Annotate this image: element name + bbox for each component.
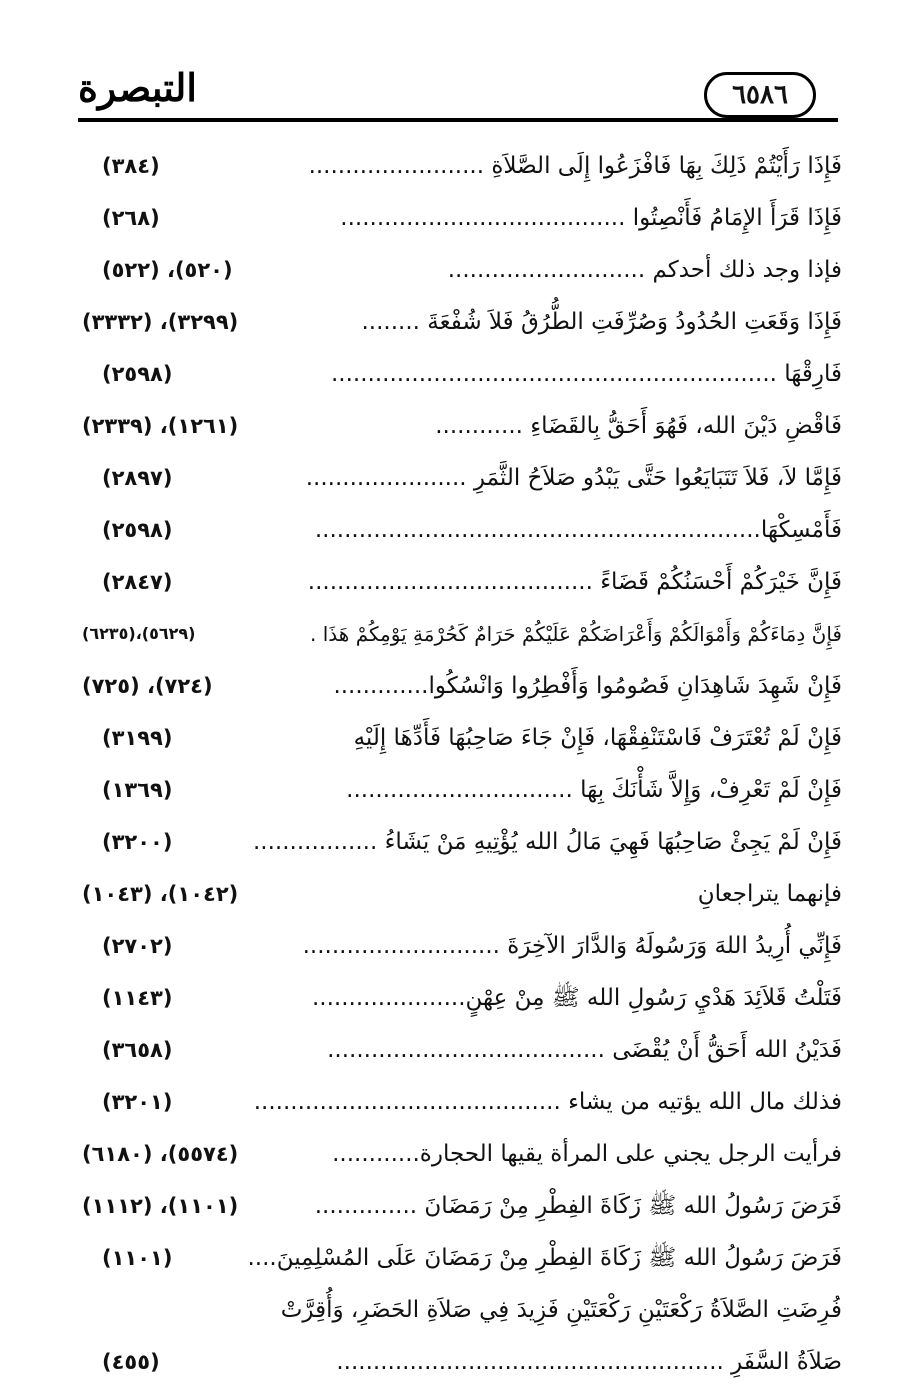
index-entry <box>78 816 842 868</box>
entry-refs: (٧٢٤)، (٧٢٥) <box>82 674 213 698</box>
index-entry <box>78 348 842 400</box>
entry-refs: (١١٠١)، (١١١٢) <box>82 1194 239 1218</box>
page-number-badge: ٦٥٨٦ <box>704 72 816 118</box>
entry-text: فَأَمْسِكْهَا............................................................. <box>314 517 842 543</box>
index-entry <box>78 1336 842 1388</box>
entry-text: فَإِنَّ دِمَاءَكُمْ وَأَمْوَالَكُمْ وَأَعْرَاضَكُمْ عَلَيْكُمْ حَرَامٌ كَحُرْمَةِ يَوْمِكُمْ هَذَا . <box>310 622 842 646</box>
entry-text: فَتَلْتُ قَلاَئِدَ هَدْيِ رَسُولِ الله ﷺ مِنْ عِهْنٍ..................... <box>312 985 842 1011</box>
entry-refs: (٥٥٧٤)، (٦١٨٠) <box>82 1142 239 1166</box>
entry-text: فَإِذَا وَقَعَتِ الحُدُودُ وَصُرِّفَتِ الطُّرُقُ فَلاَ شُفْعَةَ ........ <box>361 309 842 335</box>
book-title: التبصرة <box>78 65 197 110</box>
entry-refs: (٢٨٤٧) <box>102 570 173 594</box>
entry-text: فَإِنْ لَمْ يَجِئْ صَاحِبُهَا فَهِيَ مَالُ الله يُؤْتِيهِ مَنْ يَشَاءُ ................. <box>252 829 842 855</box>
entry-refs: (٣٢٠٠) <box>102 830 173 854</box>
entry-refs: (٣٢٩٩)، (٣٣٣٢) <box>82 310 239 334</box>
index-entry <box>78 556 842 608</box>
entry-refs: (٣٢٠١) <box>102 1090 173 1114</box>
entry-text: فَدَيْنُ الله أَحَقُّ أَنْ يُقْضَى ...................................... <box>327 1037 842 1063</box>
entry-text: صَلاَةُ السَّفَرِ ..................................................... <box>336 1349 842 1375</box>
index-entry <box>78 400 842 452</box>
entry-text: فرأيت الرجل يجني على المرأة يقيها الحجارة............ <box>332 1141 842 1167</box>
entry-refs: (٢٥٩٨) <box>102 518 173 542</box>
entry-refs: (٣١٩٩) <box>102 726 173 750</box>
index-entry <box>78 192 842 244</box>
index-entry <box>78 764 842 816</box>
page-header <box>78 58 838 126</box>
entry-refs: (٢٧٠٢) <box>102 934 173 958</box>
entry-text: فَإِنَّ خَيْرَكُمْ أَحْسَنُكُمْ قَضَاءً ....................................... <box>307 569 842 595</box>
index-entry <box>78 1232 842 1284</box>
entry-text: فَرَضَ رَسُولُ الله ﷺ زَكَاةَ الفِطْرِ مِنْ رَمَضَانَ .............. <box>314 1193 842 1219</box>
entry-refs: (٤٥٥) <box>102 1350 160 1374</box>
entry-refs: (٣٦٥٨) <box>102 1038 173 1062</box>
entry-refs: (٢٥٩٨) <box>102 362 173 386</box>
index-entry <box>78 1128 842 1180</box>
index-entry <box>78 972 842 1024</box>
entry-refs: (٢٦٨) <box>102 206 160 230</box>
entry-text: فَإِنْ شَهِدَ شَاهِدَانِ فَصُومُوا وَأَفْطِرُوا وَانْسُكُوا............. <box>333 673 842 699</box>
index-entry <box>78 1024 842 1076</box>
entry-refs: (١١٠١) <box>102 1246 173 1270</box>
entry-text: فُرِضَتِ الصَّلاَةُ رَكْعَتَيْنِ رَكْعَتَيْنِ فَزِيدَ فِي صَلاَةِ الحَضَرِ، وَأُقِرَّتْ <box>280 1297 842 1323</box>
index-entry <box>78 868 842 920</box>
entry-refs: (١٣٦٩) <box>102 778 173 802</box>
entry-text: فَإِذَا قَرَأَ الإِمَامُ فَأَنْصِتُوا ....................................... <box>340 205 842 231</box>
index-entry <box>78 660 842 712</box>
entry-refs: (١٢٦١)، (٢٣٣٩) <box>82 414 239 438</box>
index-entry <box>78 608 842 660</box>
entry-text: فإذا وجد ذلك أحدكم ........................... <box>447 257 842 283</box>
index-entry <box>78 140 842 192</box>
entry-refs: (١١٤٣) <box>102 986 173 1010</box>
index-entry <box>78 1076 842 1128</box>
index-entry <box>78 712 842 764</box>
header-rule <box>78 118 838 122</box>
entry-text: فَارِقْهَا ............................................................. <box>331 361 842 387</box>
entry-text: فَإِنْ لَمْ تَعْرِفْ، وَإِلاَّ شَأْنَكَ بِهَا ............................... <box>346 777 842 803</box>
entry-refs: (٢٨٩٧) <box>102 466 173 490</box>
entry-refs: (١٠٤٢)، (١٠٤٣) <box>82 882 239 906</box>
entry-text: فَاقْضِ دَيْنَ الله، فَهُوَ أَحَقُّ بِالقَضَاءِ ............ <box>435 413 842 439</box>
entry-text: فَإِمَّا لاَ، فَلاَ تَتَبَايَعُوا حَتَّى يَبْدُو صَلاَحُ الثَّمَرِ ...................... <box>305 465 842 491</box>
entry-refs: (٥٢٠)، (٥٢٢) <box>102 258 233 282</box>
index-entry <box>78 1284 842 1336</box>
entry-text: فَرَضَ رَسُولُ الله ﷺ زَكَاةَ الفِطْرِ مِنْ رَمَضَانَ عَلَى المُسْلِمِينَ.... <box>247 1245 842 1271</box>
entry-text: فإنهما يتراجعانِ <box>697 881 842 907</box>
index-entry <box>78 244 842 296</box>
index-entry <box>78 504 842 556</box>
index-entry <box>78 1180 842 1232</box>
entry-refs: (٥٦٢٩)،(٦٢٣٥) <box>82 624 196 643</box>
entry-text: فذلك مال الله يؤتيه من يشاء .......................................... <box>253 1089 842 1115</box>
index-entry <box>78 920 842 972</box>
index-entry <box>78 296 842 348</box>
entry-refs: (٣٨٤) <box>102 154 160 178</box>
index-entry <box>78 452 842 504</box>
entry-text: فَإِنْ لَمْ تُعْتَرَفْ فَاسْتَنْفِقْهَا، فَإِنْ جَاءَ صَاحِبُهَا فَأَدِّهَا إِلَيْهِ <box>353 725 842 751</box>
entry-text: فَإِذَا رَأَيْتُمْ ذَلِكَ بِهَا فَافْزَعُوا إِلَى الصَّلاَةِ ........................ <box>308 153 842 179</box>
entry-text: فَإِنِّي أُرِيدُ اللهَ وَرَسُولَهُ وَالدَّارَ الآخِرَةَ ........................... <box>302 933 842 959</box>
